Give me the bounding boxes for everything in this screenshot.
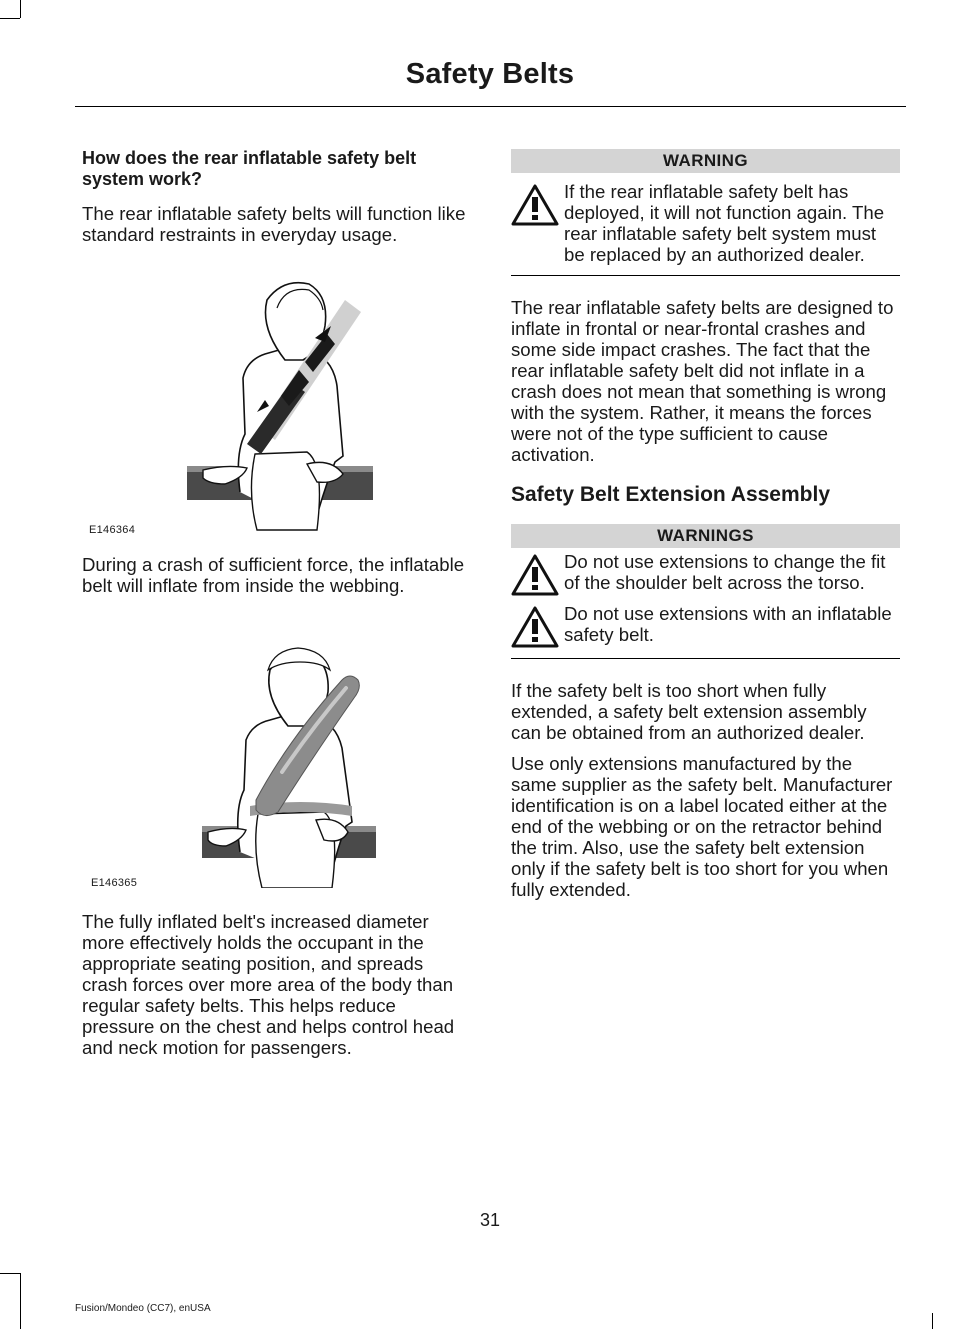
left-column-mid — [82, 554, 472, 596]
warning-item — [511, 603, 900, 645]
warning-item — [511, 551, 900, 593]
crop-mark — [932, 1313, 933, 1329]
warning-item — [511, 181, 900, 265]
warning-text: If the rear inflatable safety belt has deployed, it will not function again. The rear inflatable safety belt system must be replaced by an authorized dealer. — [564, 181, 885, 265]
paragraph-too-short: If the safety belt is too short when fully extended, a safety belt extension assembly can be obtained from an authorized dealer. — [511, 680, 867, 743]
footer-text: Fusion/Mondeo (CC7), enUSA — [75, 1303, 211, 1314]
paragraph-use-only-extensions: Use only extensions manufactured by the same supplier as the safety belt. Manufacturer identification is on a label located either at the end of the webbing or on the retractor behind the trim. Also, use the safety belt extension only if the safety belt is too short for you when fully extended. — [511, 753, 893, 900]
title-rule — [75, 106, 906, 107]
crop-mark — [20, 1273, 21, 1329]
section-subheading: How does the rear inflatable safety belt system work? — [82, 148, 417, 189]
warning-rule — [511, 658, 900, 659]
child-seated-belt-arrows-drawing — [185, 278, 375, 533]
right-column — [511, 149, 900, 900]
paragraph-everyday-usage: The rear inflatable safety belts will function like standard restraints in everyday usage. — [82, 203, 466, 245]
warning-triangle-icon — [511, 553, 559, 597]
paragraph-inflated-diameter: The fully inflated belt's increased diameter more effectively holds the occupant in the appropriate seating position, and spreads crash forces over more area of the body than regular safety belts. This helps reduce pressure on the chest and helps control head and neck motion for passengers. — [82, 911, 455, 1058]
crop-mark — [0, 1273, 20, 1274]
warning-header: WARNING — [511, 149, 900, 173]
warnings-header: WARNINGS — [511, 524, 900, 548]
warning-rule — [511, 275, 900, 276]
warning-text: Do not use extensions with an inflatable safety belt. — [564, 603, 892, 645]
paragraph-crash-inflate: During a crash of sufficient force, the inflatable belt will inflate from inside the webbing. — [82, 554, 465, 596]
crop-mark — [0, 18, 20, 19]
page-number: 31 — [479, 1210, 501, 1230]
figure-label: E146365 — [91, 877, 138, 889]
warning-triangle-icon — [511, 183, 559, 227]
figure-inflatable-belt-illustration — [185, 278, 375, 533]
left-column — [82, 148, 472, 245]
figure-inflated-belt-illustration — [200, 640, 378, 888]
page-title: Safety Belts — [405, 58, 575, 90]
warning-triangle-icon — [511, 605, 559, 649]
warning-text: Do not use extensions to change the fit of the shoulder belt across the torso. — [564, 551, 886, 593]
crop-mark — [20, 0, 21, 18]
left-column-bottom — [82, 911, 472, 1058]
figure-label: E146364 — [89, 524, 136, 536]
paragraph-designed-to-inflate: The rear inflatable safety belts are designed to inflate in frontal or near-frontal crashes and some side impact crashes. The fact that the rear inflatable safety belt did not inflate in a crash does not mean that something is wrong with the system. Rather, it means the forces were not of the type sufficient to cause activation. — [511, 297, 894, 465]
child-seated-inflated-belt-drawing — [200, 640, 378, 888]
section-heading: Safety Belt Extension Assembly — [511, 483, 830, 506]
